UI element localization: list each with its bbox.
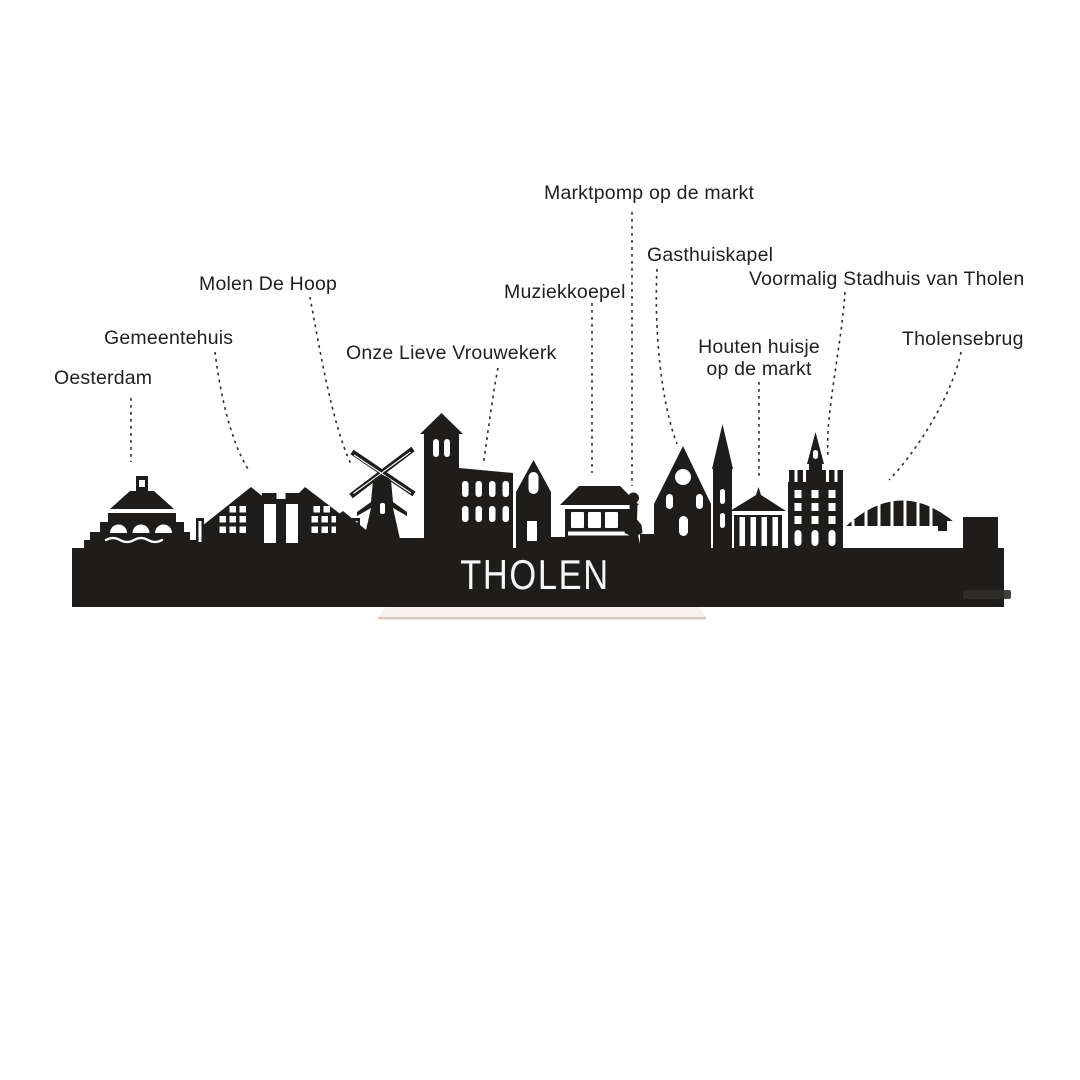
brand-engraving (963, 590, 1011, 599)
label-voormalig-stadhuis: Voormalig Stadhuis van Tholen (749, 268, 1025, 290)
building-houten-huisje (730, 487, 786, 548)
building-voormalig-stadhuis (788, 432, 843, 548)
leader-molen-de-hoop (310, 297, 351, 464)
building-gemeentehuis (196, 487, 360, 548)
leader-gasthuiskapel (656, 269, 677, 444)
label-molen-de-hoop: Molen De Hoop (199, 273, 338, 295)
label-onze-lieve-vrouwekerk: Onze Lieve Vrouwekerk (346, 342, 557, 364)
city-name-text: THOLEN (460, 551, 610, 598)
building-molen-de-hoop (336, 449, 424, 548)
label-houten-huisje-line1: Houten huisje (698, 336, 820, 358)
leader-gemeentehuis (215, 352, 248, 469)
label-gemeentehuis: Gemeentehuis (104, 327, 234, 349)
label-houten-huisje (687, 336, 831, 380)
building-muziekkoepel (560, 486, 654, 548)
building-spire-tower (712, 424, 733, 548)
label-gasthuiskapel: Gasthuiskapel (647, 244, 774, 266)
building-oesterdam (84, 476, 196, 548)
label-muziekkoepel: Muziekkoepel (504, 281, 626, 303)
label-oesterdam: Oesterdam (54, 367, 153, 389)
leader-onze-lieve-vrouwekerk (483, 368, 498, 465)
display-stand (378, 607, 706, 620)
building-tholensebrug (841, 487, 998, 548)
label-tholensebrug: Tholensebrug (902, 328, 1024, 350)
building-onze-lieve-vrouwekerk (420, 413, 513, 548)
leader-tholensebrug (889, 352, 961, 480)
label-marktpomp: Marktpomp op de markt (544, 182, 755, 204)
building-gabled-house (516, 460, 565, 548)
building-gasthuiskapel (654, 446, 711, 548)
label-houten-huisje-line2: op de markt (706, 358, 812, 380)
